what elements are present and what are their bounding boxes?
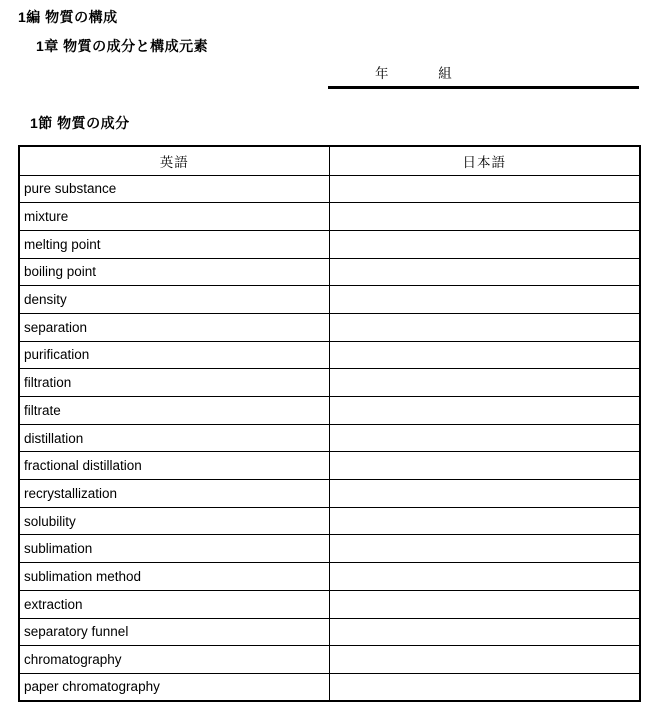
part-heading: 1編 物質の構成	[18, 9, 118, 25]
vocab-table-body	[19, 175, 640, 701]
english-term-cell: solubility	[19, 507, 329, 535]
table-row	[19, 618, 640, 646]
section-heading: 1節 物質の成分	[30, 115, 130, 131]
column-header-japanese: 日本語	[329, 146, 640, 175]
japanese-answer-cell	[329, 452, 640, 480]
english-term-cell: sublimation	[19, 535, 329, 563]
class-label: 組	[438, 66, 452, 81]
vocab-table	[18, 145, 641, 702]
english-term-cell: sublimation method	[19, 563, 329, 591]
japanese-answer-cell	[329, 203, 640, 231]
japanese-answer-cell	[329, 424, 640, 452]
japanese-answer-cell	[329, 258, 640, 286]
table-row	[19, 452, 640, 480]
japanese-answer-cell	[329, 313, 640, 341]
english-term-cell: purification	[19, 341, 329, 369]
table-row	[19, 646, 640, 674]
japanese-answer-cell	[329, 397, 640, 425]
table-row	[19, 535, 640, 563]
japanese-answer-cell	[329, 230, 640, 258]
japanese-answer-cell	[329, 507, 640, 535]
japanese-answer-cell	[329, 535, 640, 563]
table-row	[19, 507, 640, 535]
english-term-cell: filtrate	[19, 397, 329, 425]
year-label: 年	[375, 66, 389, 81]
table-row	[19, 424, 640, 452]
japanese-answer-cell	[329, 341, 640, 369]
table-row	[19, 175, 640, 203]
english-term-cell: separation	[19, 313, 329, 341]
table-row	[19, 397, 640, 425]
english-term-cell: extraction	[19, 590, 329, 618]
table-row	[19, 286, 640, 314]
chapter-heading: 1章 物質の成分と構成元素	[36, 38, 209, 54]
column-header-english: 英語	[19, 146, 329, 175]
english-term-cell: paper chromatography	[19, 673, 329, 701]
name-line	[328, 62, 639, 89]
table-row	[19, 258, 640, 286]
japanese-answer-cell	[329, 480, 640, 508]
english-term-cell: distillation	[19, 424, 329, 452]
english-term-cell: recrystallization	[19, 480, 329, 508]
table-row	[19, 563, 640, 591]
table-row	[19, 369, 640, 397]
english-term-cell: melting point	[19, 230, 329, 258]
table-row	[19, 203, 640, 231]
japanese-answer-cell	[329, 590, 640, 618]
japanese-answer-cell	[329, 286, 640, 314]
japanese-answer-cell	[329, 563, 640, 591]
japanese-answer-cell	[329, 618, 640, 646]
japanese-answer-cell	[329, 673, 640, 701]
table-row	[19, 230, 640, 258]
english-term-cell: filtration	[19, 369, 329, 397]
table-row	[19, 341, 640, 369]
english-term-cell: boiling point	[19, 258, 329, 286]
english-term-cell: mixture	[19, 203, 329, 231]
english-term-cell: separatory funnel	[19, 618, 329, 646]
english-term-cell: pure substance	[19, 175, 329, 203]
english-term-cell: density	[19, 286, 329, 314]
japanese-answer-cell	[329, 646, 640, 674]
table-row	[19, 590, 640, 618]
table-row	[19, 313, 640, 341]
table-row	[19, 673, 640, 701]
table-header-row	[19, 146, 640, 175]
table-row	[19, 480, 640, 508]
japanese-answer-cell	[329, 175, 640, 203]
japanese-answer-cell	[329, 369, 640, 397]
english-term-cell: chromatography	[19, 646, 329, 674]
english-term-cell: fractional distillation	[19, 452, 329, 480]
